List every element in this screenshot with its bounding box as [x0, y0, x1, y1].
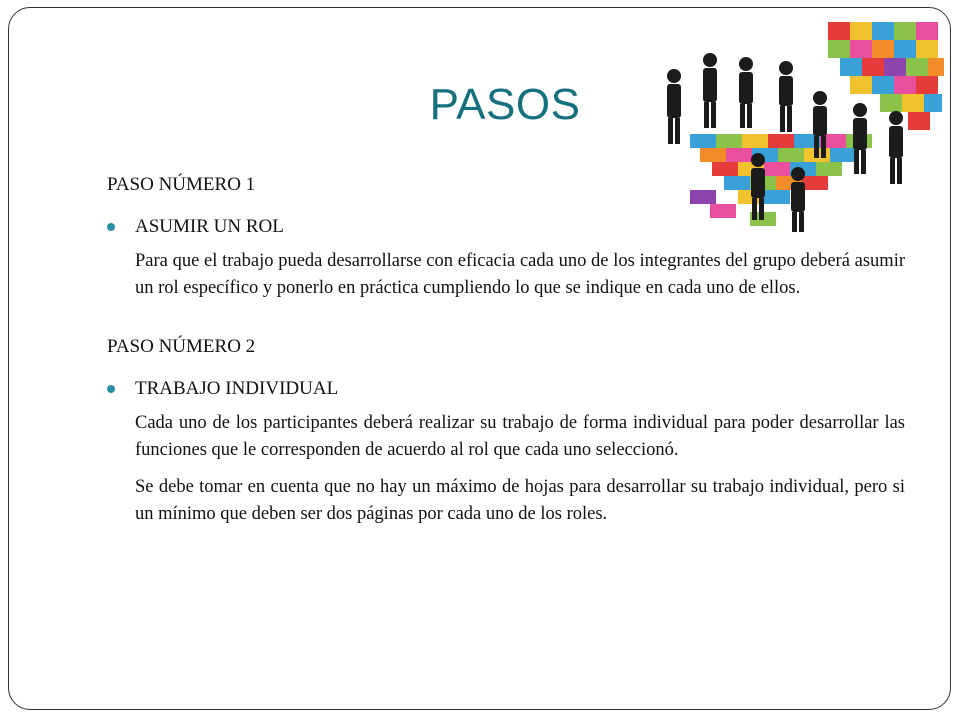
step-2-paragraph-1: Cada uno de los participantes deberá realizar su trabajo de forma individual para poder desarrollar las funciones que le corresponden de acuerdo al rol que cada uno seleccionó. [135, 413, 905, 460]
step-1-bullet [107, 214, 905, 240]
step-1-bullet-label: ASUMIR UN ROL [135, 216, 284, 237]
slide-content [107, 172, 905, 528]
step-2-bullet-label: TRABAJO INDIVIDUAL [135, 378, 339, 399]
step-2-paragraph-2: Se debe tomar en cuenta que no hay un máximo de hojas para desarrollar su trabajo individual, pero si un mínimo que deben ser dos páginas por cada uno de los roles. [135, 477, 905, 524]
bullet-dot-icon [107, 385, 115, 393]
page-title: PASOS [429, 80, 581, 129]
bullet-dot-icon [107, 223, 115, 231]
step-2-heading: PASO NÚMERO 2 [107, 336, 256, 357]
step-1-heading: PASO NÚMERO 1 [107, 174, 256, 195]
step-1-paragraph: Para que el trabajo pueda desarrollarse con eficacia cada uno de los integrantes del grupo deberá asumir un rol específico y ponerlo en práctica cumpliendo lo que se indique en cada uno de ellos. [135, 251, 905, 298]
step-2-bullet [107, 376, 905, 402]
